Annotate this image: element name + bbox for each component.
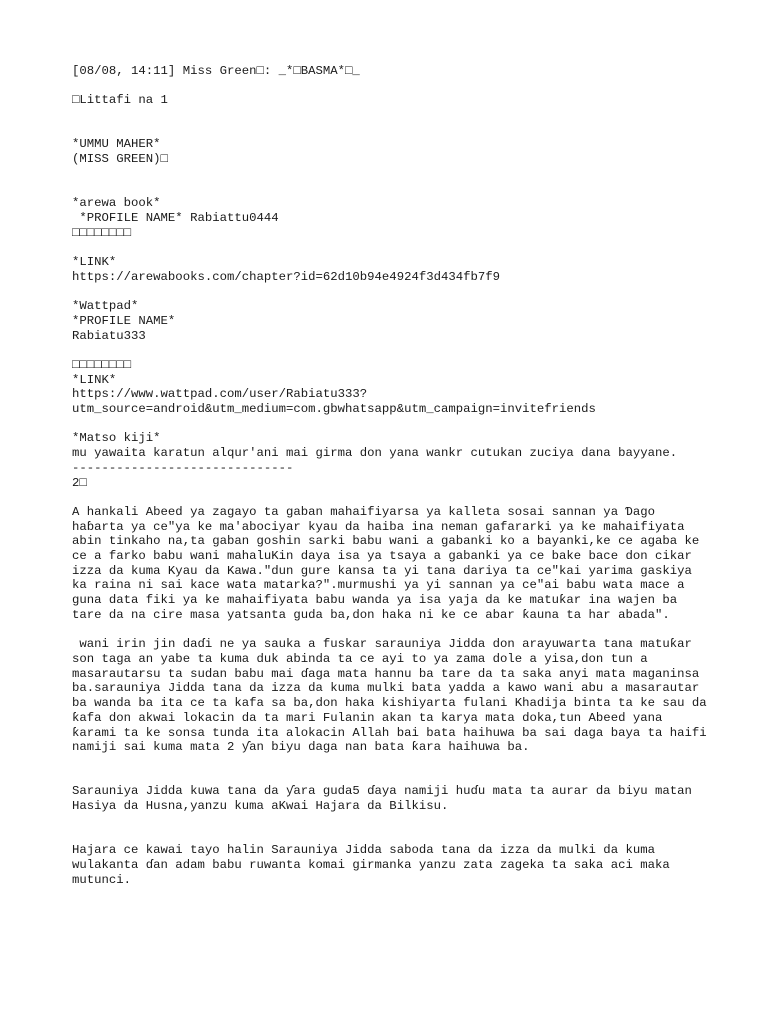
arewa-title: *arewa book*: [72, 196, 161, 211]
document-page: [72, 64, 715, 887]
chapter-number: 2□: [72, 475, 87, 490]
book-number: □Littafi na 1: [72, 93, 168, 108]
matso-text: mu yawaita karatun alqur'ani mai girma don yana wankr cutukan zuciya dana bayyane.: [72, 446, 678, 461]
arewa-link-label: *LINK*: [72, 255, 117, 270]
paragraph: A hankali Abeed ya zagayo ta gaban mahaifiyarsa ya kalleta sosai sannan ya Ɗago haɓarta ya ce"ya ke ma'abociyar kyau da haiba ina neman gafararki ya ke mahaifiyata abin tinkaho na,ta gaban goshin sarki babu wani a gabanki ko a bayanki,ke ce agaba ke ce a farko babu wani mahaluKin daya isa ya tsaya a gabanki ya ce bake bace don cikar izza da kuma Kyau da Kawa."dun gure kansa ta yi tana dariya ta ce"kai yarima gaskiya ka raina ni sai kace wata matarka?".murmushi ya yi sannan ya ce"ai babu wata mace a guna data fiki ya ke mahaifiyata babu wanda ya isa yaja da ke matuƙar ina wajen ba tare da na cire masa yatsanta guda ba,don haka ni ke ce abar ƙauna ta har abada".: [72, 504, 707, 622]
wattpad-profile-name: Rabiatu333: [72, 328, 146, 343]
paragraph: Hajara ce kawai tayo halin Sarauniya Jidda saboda tana da izza da mulki da kuma wulakanta ɗan adam babu ruwanta komai girmanka yanzu zata zageka ta saka aci maka mutunci.: [72, 843, 678, 887]
author-alias: (MISS GREEN)□: [72, 152, 168, 167]
wattpad-link-part-1[interactable]: https://www.wattpad.com/user/Rabiatu333?: [72, 387, 368, 402]
divider: ------------------------------: [72, 460, 294, 475]
arewa-profile: *PROFILE NAME* Rabiattu0444: [72, 210, 279, 225]
author-name: *UMMU MAHER*: [72, 137, 161, 152]
matso-title: *Matso kiji*: [72, 431, 161, 446]
paragraph: wani irin jin daɗi ne ya sauka a fuskar sarauniya Jidda don arayuwarta tana matuƙar son taga an yabe ta kuma duk abinda ta ce ayi to ya zama dole a yisa,don tun a masarautarsu ta sudan babu mai ɗaga mata hannu ba tare da ta saka anyi mata maganinsa ba.sarauniya Jidda tana da izza da kuma mulki bata yadda a kawo wani abu a masarautar ba wanda ba ita ce ta kafa sa ba,don haka kishiyarta fulani Khadija binta ta ke sau da ƙafa don akwai lokacin da ta mari Fulanin akan ta karya mata doka,tun Abeed yana ƙarami ta ke sonsa tunda ita alokacin Allah bai bata haihuwa ba sai daga baya ta haifi namiji sai kuma mata 2 ƴan biyu daga nan bata ƙara haihuwa ba.: [72, 637, 715, 755]
paragraph: Sarauniya Jidda kuwa tana da ƴara guda5 ɗaya namiji huɗu mata ta aurar da biyu matan Hasiya da Husna,yanzu kuma aKwai Hajara da Bilkisu.: [72, 784, 700, 813]
wattpad-title: *Wattpad*: [72, 299, 139, 314]
arewa-symbols: □□□□□□□□: [72, 225, 132, 240]
message-header: [08/08, 14:11] Miss Green□: _*□BASMA*□_: [72, 64, 360, 78]
wattpad-symbols: □□□□□□□□: [72, 357, 132, 372]
wattpad-link-label: *LINK*: [72, 372, 117, 387]
wattpad-link-part-2[interactable]: utm_source=android&utm_medium=com.gbwhatsapp&utm_campaign=invitefriends: [72, 402, 596, 417]
wattpad-profile-label: *PROFILE NAME*: [72, 313, 176, 328]
arewa-link[interactable]: https://arewabooks.com/chapter?id=62d10b94e4924f3d434fb7f9: [72, 269, 501, 284]
